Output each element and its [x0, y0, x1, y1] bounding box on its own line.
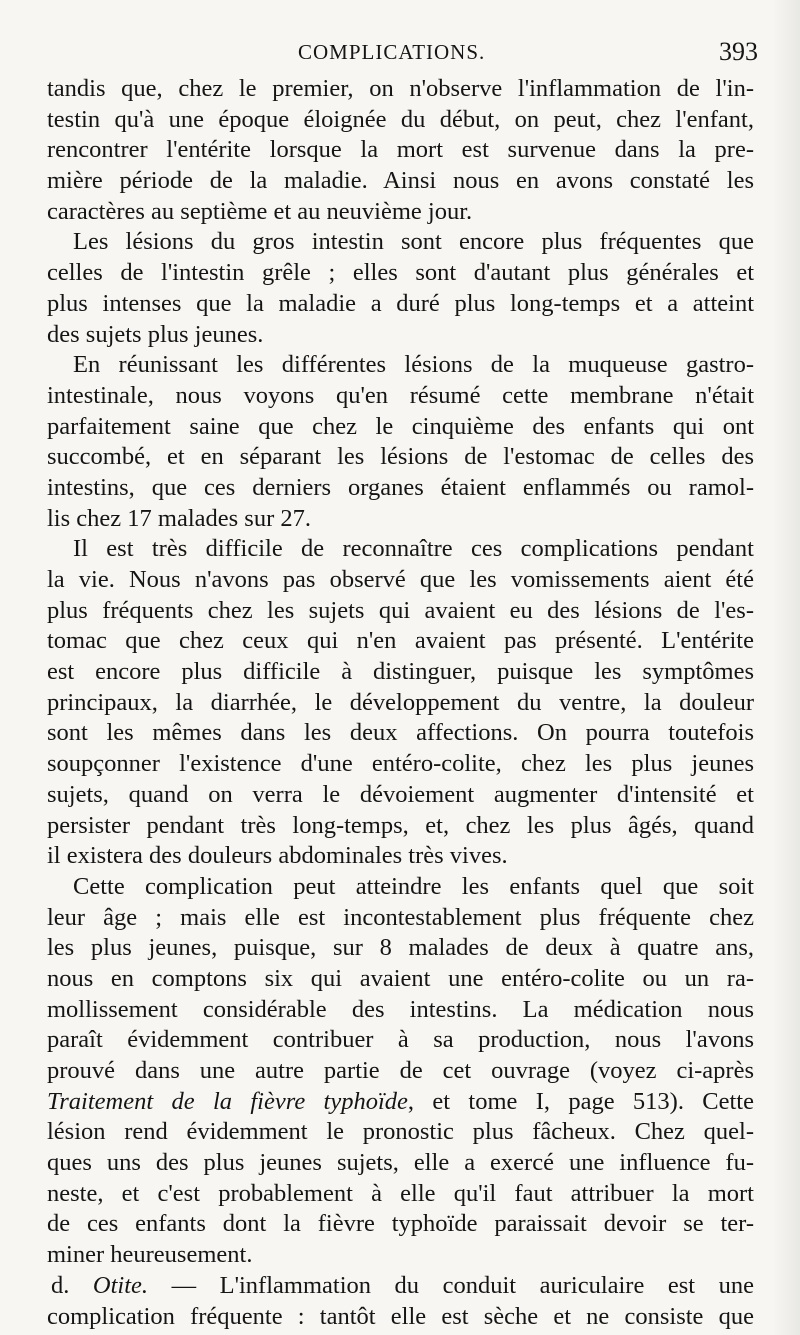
text-line: intestins, que ces derniers organes étaient enflammés ou ramol-	[47, 473, 754, 501]
text-line: les plus jeunes, puisque, sur 8 malades de deux à quatre ans,	[47, 934, 754, 962]
text-line: lis chez 17 malades sur 27.	[47, 504, 311, 532]
text-line: leur âge ; mais elle est incontestablement plus fréquente chez	[47, 903, 754, 931]
page-edge-shadow	[772, 0, 800, 1335]
text-line: tandis que, chez le premier, on n'observe l'inflammation de l'in-	[47, 75, 754, 102]
text-line: Les lésions du gros intestin sont encore plus fréquentes que	[73, 228, 754, 256]
text-line: complication fréquente : tantôt elle est sèche et ne consiste que	[47, 1302, 754, 1330]
text-line: principaux, la diarrhée, le développement du ventre, la douleur	[47, 688, 754, 716]
text-line: sujets, quand on verra le dévoiement augmenter d'intensité et	[47, 780, 754, 808]
text-line: il existera des douleurs abdominales très vives.	[47, 842, 508, 870]
text-line: En réunissant les différentes lésions de la muqueuse gastro-	[73, 351, 754, 379]
text-line: Il est très difficile de reconnaître ces complications pendant	[73, 535, 754, 563]
text-line: testin qu'à une époque éloignée du début, on peut, chez l'enfant,	[47, 105, 754, 133]
text-line: nous en comptons six qui avaient une entéro-colite ou un ra-	[47, 964, 754, 992]
text-line: sont les mêmes dans les deux affections. On pourra toutefois	[47, 719, 754, 747]
section-letter: d.	[51, 1271, 93, 1299]
page-number: 393	[719, 37, 758, 66]
italic-title: Traitement de la fièvre typhoïde	[47, 1087, 408, 1115]
text-line: ques uns des plus jeunes sujets, elle a exercé une influence fu-	[47, 1149, 754, 1177]
text-line: plus fréquents chez les sujets qui avaient eu des lésions de l'es-	[47, 596, 754, 624]
section-heading-line	[47, 1271, 754, 1302]
text-line: lésion rend évidemment le pronostic plus fâcheux. Chez quel-	[47, 1118, 754, 1146]
text-line: persister pendant très long-temps, et, chez les plus âgés, quand	[47, 811, 754, 839]
text-line: intestinale, nous voyons qu'en résumé cette membrane n'était	[47, 381, 754, 409]
text-line: mollissement considérable des intestins. La médication nous	[47, 995, 754, 1023]
text-line: soupçonner l'existence d'une entéro-colite, chez les plus jeunes	[47, 750, 754, 778]
text-line: parfaitement saine que chez le cinquième des enfants qui ont	[47, 412, 754, 440]
text-line: rencontrer l'entérite lorsque la mort est survenue dans la pre-	[47, 136, 754, 164]
section-title: Otite.	[92, 1271, 149, 1299]
text-line: celles de l'intestin grêle ; elles sont d'autant plus générales et	[47, 259, 754, 287]
text-line: Cette complication peut atteindre les enfants quel que soit	[73, 872, 754, 900]
text-line: caractères au septième et au neuvième jour.	[47, 197, 473, 225]
text-line: mière période de la maladie. Ainsi nous en avons constaté les	[47, 167, 754, 195]
text-line: est encore plus difficile à distinguer, puisque les symptômes	[47, 658, 754, 686]
text-line: des sujets plus jeunes.	[47, 320, 264, 348]
text-line: neste, et c'est probablement à elle qu'il faut attribuer la mort	[47, 1179, 754, 1207]
text-line: plus intenses que la maladie a duré plus long-temps et a atteint	[47, 289, 754, 317]
text-line: succombé, et en séparant les lésions de l'estomac de celles des	[47, 443, 754, 471]
text-run: — L'inflammation du conduit auriculaire est une	[148, 1271, 754, 1299]
text-line-with-italic	[47, 1087, 754, 1118]
text-line: paraît évidemment contribuer à sa production, nous l'avons	[47, 1026, 754, 1054]
body-text	[47, 74, 754, 1332]
running-header	[40, 36, 760, 70]
text-line: tomac que chez ceux qui n'en avaient pas présenté. L'entérite	[47, 627, 754, 655]
text-line: prouvé dans une autre partie de cet ouvrage (voyez ci-après	[47, 1057, 754, 1084]
running-title: COMPLICATIONS.	[298, 40, 486, 64]
text-line: la vie. Nous n'avons pas observé que les vomissements aient été	[47, 566, 754, 593]
text-line: miner heureusement.	[47, 1241, 253, 1269]
text-run: , et tome I, page 513). Cette	[407, 1087, 754, 1115]
text-line: de ces enfants dont la fièvre typhoïde paraissait devoir se ter-	[47, 1210, 754, 1238]
